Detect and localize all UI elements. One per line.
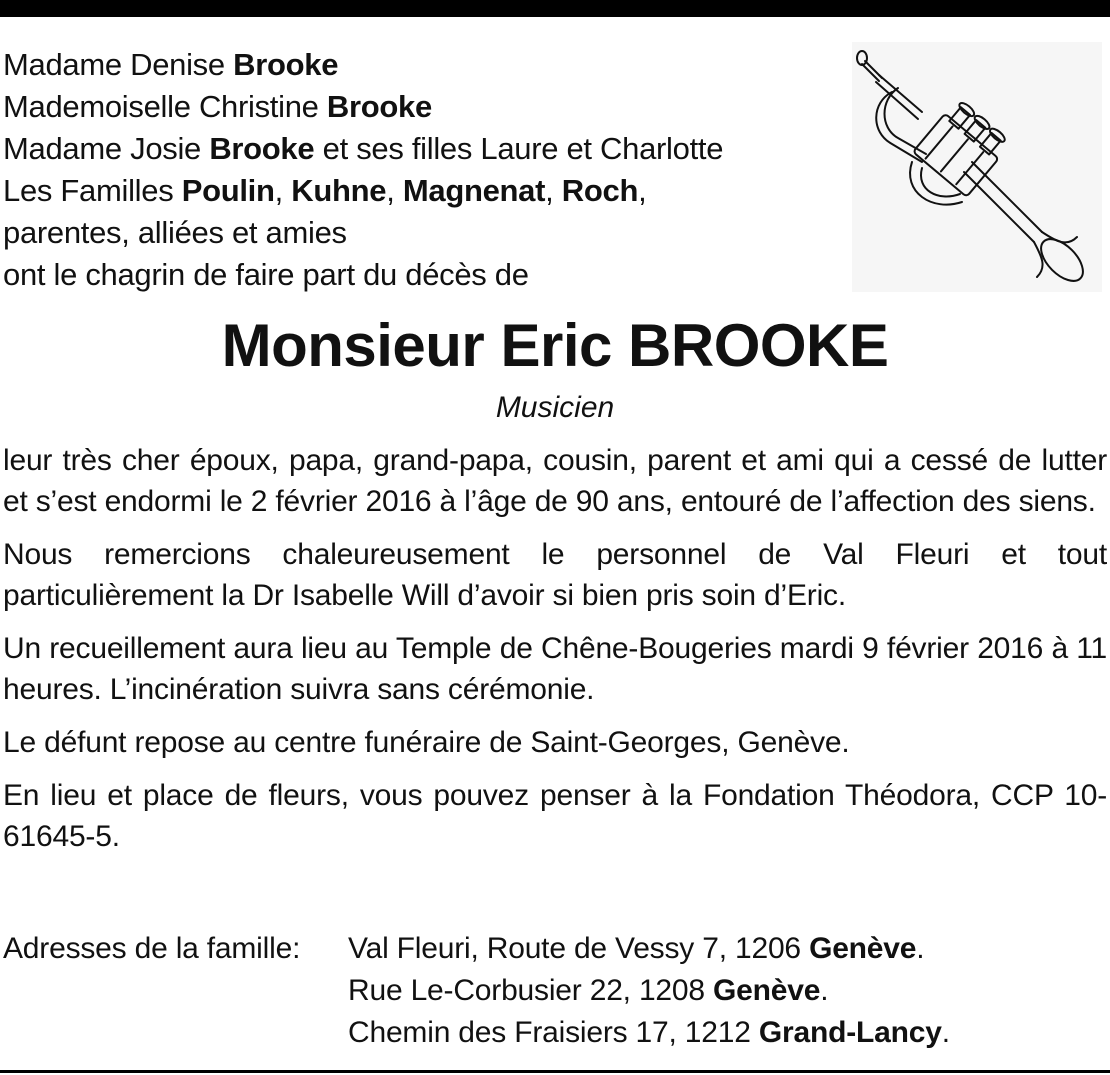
family-line: Madame Denise Brooke: [3, 47, 339, 82]
deceased-name: Monsieur Eric BROOKE: [221, 312, 889, 379]
address: Chemin des Fraisiers 17, 1212 Grand-Lancy.: [348, 1016, 950, 1049]
address-city: Genève: [809, 932, 917, 965]
address-row: [3, 928, 1107, 970]
family-line: ont le chagrin de faire part du décès de: [3, 257, 529, 292]
paragraph: Le défunt repose au centre funéraire de Saint-Georges, Genève.: [3, 726, 850, 759]
address: Val Fleuri, Route de Vessy 7, 1206 Genève.: [348, 932, 925, 965]
addresses-label: Adresses de la famille:: [3, 932, 301, 965]
family-name: Poulin: [181, 173, 275, 208]
address-row: [3, 970, 1107, 1012]
deceased-profession: Musicien: [495, 391, 615, 424]
family-name: Magnenat: [402, 173, 546, 208]
address-row: [3, 1012, 1107, 1054]
top-rule: [0, 0, 1110, 17]
address-city: Genève: [713, 974, 821, 1007]
family-name: Roch: [561, 173, 639, 208]
trumpet-icon: [852, 42, 1102, 292]
address: Rue Le-Corbusier 22, 1208 Genève.: [348, 974, 829, 1007]
family-line: Mademoiselle Christine Brooke: [3, 89, 432, 124]
family-names-line: Les Familles Poulin, Kuhne, Magnenat, Roch,: [3, 173, 647, 208]
family-name: Kuhne: [291, 173, 387, 208]
paragraph: leur très cher époux, papa, grand-papa, cousin, parent et ami qui a cessé de lutter et s’est endormi le 2 février 2016 à l’âge de 90 ans, entouré de l’affection des siens.: [3, 444, 1107, 518]
family-addresses: [3, 928, 1107, 1054]
family-announcement: [3, 44, 853, 296]
obituary-body: [3, 440, 1107, 869]
family-line: parentes, alliées et amies: [3, 215, 347, 250]
paragraph: Un recueillement aura lieu au Temple de Chêne-Bougeries mardi 9 février 2016 à 11 heures. L’incinération suivra sans cérémonie.: [3, 632, 1107, 706]
surname: Brooke: [326, 89, 432, 124]
paragraph: En lieu et place de fleurs, vous pouvez penser à la Fondation Théodora, CCP 10-61645-5.: [3, 779, 1107, 853]
paragraph: Nous remercions chaleureusement le personnel de Val Fleuri et tout particulièrement la Dr Isabelle Will d’avoir si bien pris soin d’Eric.: [3, 538, 1107, 612]
surname: Brooke: [209, 131, 315, 166]
bottom-rule: [0, 1070, 1110, 1073]
address-city: Grand-Lancy: [758, 1016, 942, 1049]
family-line: Madame Josie Brooke et ses filles Laure et Charlotte: [3, 131, 724, 166]
surname: Brooke: [233, 47, 339, 82]
